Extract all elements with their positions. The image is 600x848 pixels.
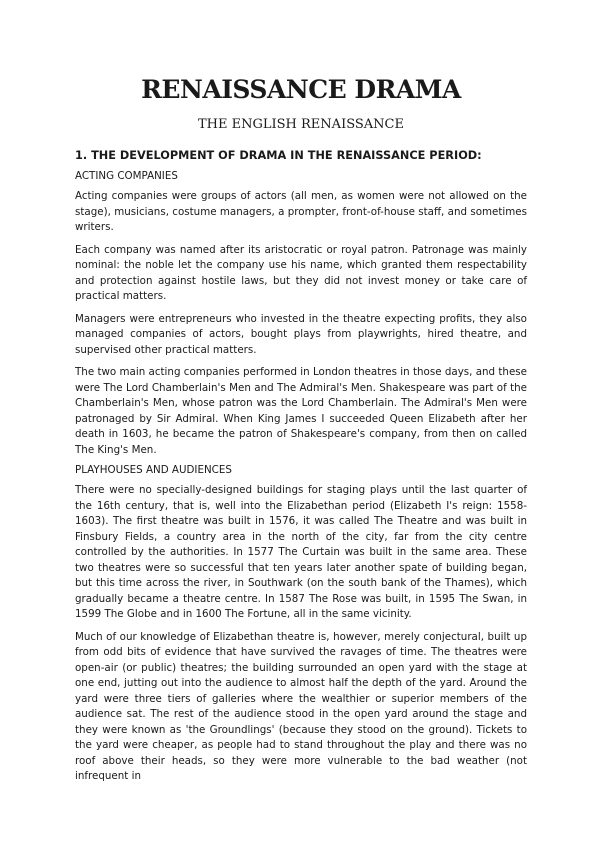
section-heading: 1. THE DEVELOPMENT OF DRAMA IN THE RENAISSANCE PERIOD: [75, 149, 482, 162]
document-subtitle: THE ENGLISH RENAISSANCE [198, 117, 404, 132]
paragraph: Acting companies were groups of actors (all men, as women were not allowed on the stage), musicians, costume managers, a prompter, front-of-house staff, and sometimes writers. [75, 190, 527, 233]
paragraph: Each company was named after its aristocratic or royal patron. Patronage was mainly nominal: the noble let the company use his name, which granted them respectability and protection against hostile laws, but they did not invest money or take care of practical matters. [75, 243, 527, 302]
paragraph: Much of our knowledge of Elizabethan theatre is, however, merely conjectural, built up from odd bits of evidence that have survived the ravages of time. The theatres were open-air (or public) theatres; the building surrounded an open yard with the stage at one end, jutting out into the audience to almost half the depth of the yard. Around the yard were three tiers of galleries where the wealthier or superior members of the audience sat. The rest of the audience stood in the open yard around the stage and they were known as 'the Groundlings' (because they stood on the ground). Tickets to the yard were cheaper, as people had to stand throughout the play and there was no roof above their heads, so they were more vulnerable to the bad weather (not infrequent in [75, 630, 527, 782]
subheading-playhouses-audiences: PLAYHOUSES AND AUDIENCES [75, 464, 232, 476]
subheading-acting-companies: ACTING COMPANIES [75, 170, 178, 182]
document-title: RENAISSANCE DRAMA [141, 75, 461, 104]
paragraph: The two main acting companies performed in London theatres in those days, and these were The Lord Chamberlain's Men and The Admiral's Men. Shakespeare was part of the Chamberlain's Men, whose patron was the Lord Chamberlain. The Admiral's Men were patronaged by Sir Admiral. When King James I succeeded Queen Elizabeth after her death in 1603, he became the patron of Shakespeare's company, from then on called The King's Men. [75, 366, 527, 456]
paragraph: There were no specially-designed buildings for staging plays until the last quarter of the 16th century, that is, well into the Elizabethan period (Elizabeth I's reign: 1558-1603). The first theatre was built in 1576, it was called The Theatre and was built in Finsbury Fields, a country area in the north of the city, far from the city centre controlled by the authorities. In 1577 The Curtain was built in the same area. These two theatres were so successful that ten years later another spate of building began, but this time across the river, in Southwark (on the south bank of the Thames), which gradually became a theatre centre. In 1587 The Rose was built, in 1595 The Swan, in 1599 The Globe and in 1600 The Fortune, all in the same vicinity. [75, 484, 527, 620]
paragraph: Managers were entrepreneurs who invested in the theatre expecting profits, they also managed companies of actors, bought plays from playwrights, hired theatre, and supervised other practical matters. [75, 312, 527, 356]
